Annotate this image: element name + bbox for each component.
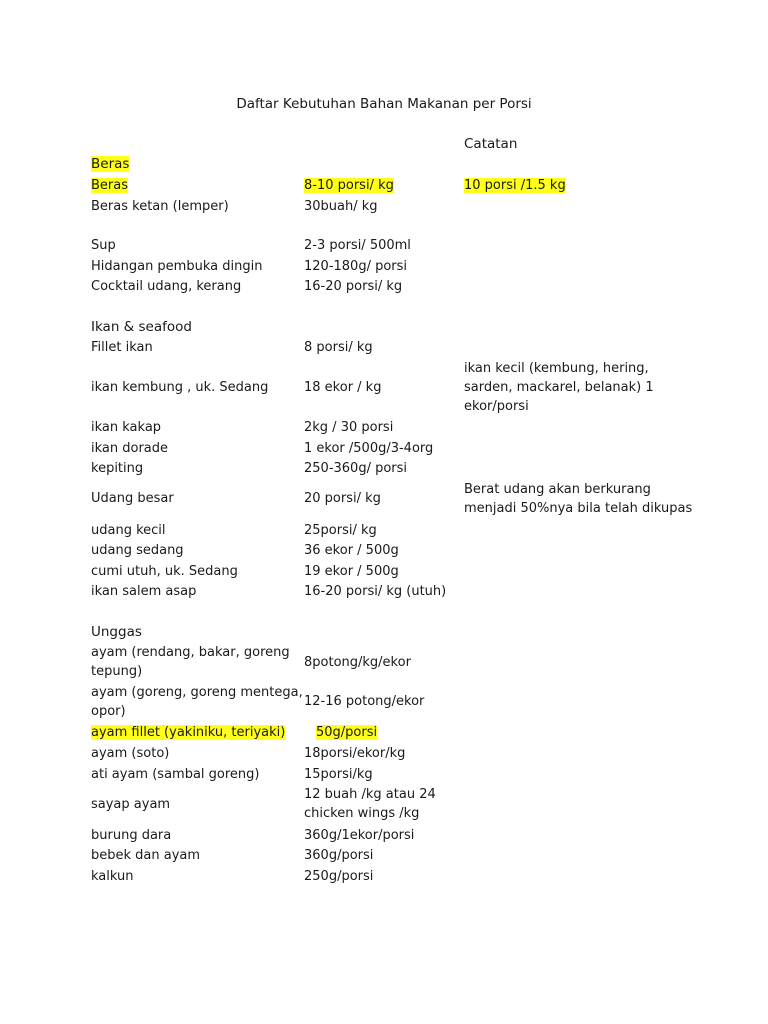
item-name: ati ayam (sambal goreng) [91,767,260,782]
item-note-line: sarden, mackarel, belanak) 1 [464,380,654,395]
item-name: Sup [91,238,116,253]
item-portion: 20 porsi/ kg [304,491,381,506]
item-note-line: menjadi 50%nya bila telah dikupas [464,501,693,516]
item-portion: 12-16 potong/ekor [304,694,425,709]
item-portion: 16-20 porsi/ kg (utuh) [304,584,447,599]
item-name: burung dara [91,828,172,843]
item-portion: 25porsi/ kg [304,523,377,538]
item-name-line: ayam (goreng, goreng mentega, [91,685,303,700]
item-note-line: ekor/porsi [464,399,529,414]
item-portion-line: 12 buah /kg atau 24 [304,787,436,802]
item-name: Beras [91,178,129,193]
item-name: ayam fillet (yakiniku, teriyaki) [91,725,286,740]
item-name: ikan kakap [91,420,162,435]
item-name: Fillet ikan [91,340,153,355]
item-name: ikan dorade [91,441,169,456]
item-portion: 50g/porsi [316,725,378,740]
item-name: Cocktail udang, kerang [91,279,242,294]
item-portion: 36 ekor / 500g [304,543,399,558]
item-portion: 15porsi/kg [304,767,373,782]
item-portion: 8 porsi/ kg [304,340,373,355]
item-portion: 18porsi/ekor/kg [304,746,406,761]
item-portion: 250-360g/ porsi [304,461,408,476]
item-name: cumi utuh, uk. Sedang [91,564,238,579]
item-portion: 250g/porsi [304,869,374,884]
item-name: Hidangan pembuka dingin [91,259,263,274]
page-title: Daftar Kebutuhan Bahan Makanan per Porsi [236,96,532,112]
item-name: udang sedang [91,543,184,558]
item-note-line: Berat udang akan berkurang [464,482,651,497]
section-heading-beras: Beras [91,156,130,172]
item-name-line: opor) [91,704,126,719]
item-portion: 16-20 porsi/ kg [304,279,403,294]
item-note-line: ikan kecil (kembung, hering, [464,361,649,376]
item-name: kalkun [91,869,134,884]
item-portion: 30buah/ kg [304,199,378,214]
item-portion: 8-10 porsi/ kg [304,178,394,193]
item-portion: 2-3 porsi/ 500ml [304,238,411,253]
item-name: bebek dan ayam [91,848,201,863]
item-portion: 18 ekor / kg [304,380,382,395]
item-name-line: ayam (rendang, bakar, goreng [91,645,290,660]
item-name: ikan kembung , uk. Sedang [91,380,269,395]
item-name: udang kecil [91,523,166,538]
item-note: 10 porsi /1.5 kg [464,178,566,193]
item-portion: 19 ekor / 500g [304,564,399,579]
item-name: sayap ayam [91,797,171,812]
item-portion: 360g/1ekor/porsi [304,828,415,843]
item-portion: 8potong/kg/ekor [304,655,411,670]
item-portion-line: chicken wings /kg [304,806,420,821]
item-name: kepiting [91,461,144,476]
item-name: Udang besar [91,491,174,506]
item-portion: 360g/porsi [304,848,374,863]
item-name-line: tepung) [91,664,143,679]
section-heading-unggas: Unggas [91,624,142,640]
item-name: ayam (soto) [91,746,170,761]
notes-header: Catatan [464,136,518,152]
item-name: ikan salem asap [91,584,197,599]
section-heading-ikan: Ikan & seafood [91,319,192,335]
item-portion: 1 ekor /500g/3-4org [304,441,434,456]
item-name: Beras ketan (lemper) [91,199,229,214]
item-portion: 120-180g/ porsi [304,259,408,274]
item-portion: 2kg / 30 porsi [304,420,394,435]
